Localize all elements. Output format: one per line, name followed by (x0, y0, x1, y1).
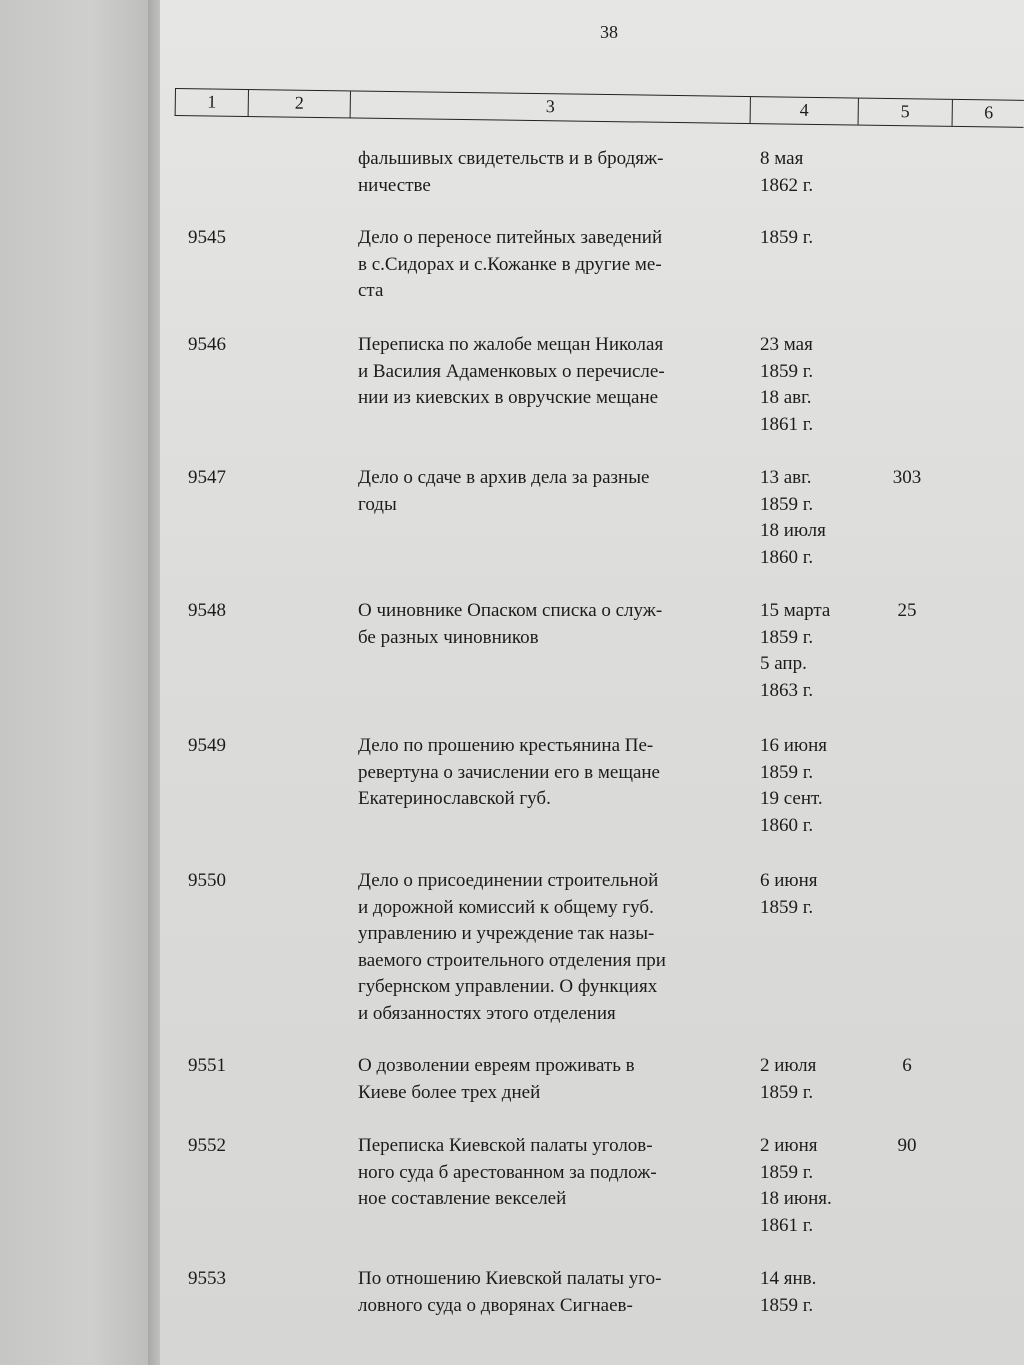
date-line: 14 янв. (760, 1268, 817, 1289)
description-line: ста (358, 280, 384, 301)
column-header-6: 6 (952, 100, 1024, 127)
record-number: 9552 (188, 1135, 226, 1156)
date-line: 2 июня (760, 1135, 818, 1156)
record-dates (760, 332, 813, 438)
record-description (358, 733, 743, 813)
description-line: в с.Сидорах и с.Кожанке в другие ме- (358, 253, 662, 275)
left-page-edge (0, 0, 150, 1365)
record-description (358, 598, 743, 651)
date-line: 1861 г. (760, 413, 814, 435)
date-line: 16 июня (760, 735, 828, 756)
description-line: и обязанностях этого отделения (358, 1002, 616, 1024)
record-sheet-count: 25 (897, 600, 917, 621)
description-line: ное составление векселей (358, 1188, 567, 1209)
description-line: губернском управлении. О функциях (358, 976, 658, 997)
record-description (358, 1266, 743, 1319)
date-line: 13 авг. (760, 467, 812, 488)
date-line: 1859 г. (760, 493, 814, 515)
description-line: Дело о сдаче в архив дела за разные (358, 467, 650, 488)
description-line: и дорожной комиссий к общему губ. (358, 896, 654, 918)
description-line: Дело по прошению крестьянина Пе- (358, 735, 654, 756)
column-header-5: 5 (858, 99, 952, 126)
description-line: Екатеринославской губ. (358, 788, 551, 809)
description-line: фальшивых свидетельств и в бродяж- (358, 148, 664, 169)
date-line: 19 сент. (760, 788, 823, 809)
record-description (358, 332, 743, 412)
column-header-1: 1 (207, 91, 217, 112)
description-line: Дело о присоединении строительной (358, 870, 659, 891)
description-line: Переписка по жалобе мещан Николая (358, 334, 664, 355)
date-line: 18 авг. (760, 387, 812, 408)
record-dates (760, 598, 830, 704)
record-number: 9550 (188, 870, 226, 891)
record-dates (760, 146, 813, 199)
record-dates (760, 1266, 816, 1319)
date-line: 1859 г. (760, 227, 814, 248)
record-dates (760, 868, 818, 921)
description-line: О дозволении евреям проживать в (358, 1055, 635, 1076)
record-number: 9548 (188, 600, 226, 621)
description-line: ного суда б арестованном за подлож- (358, 1161, 657, 1183)
date-line: 5 апр. (760, 653, 807, 674)
date-line: 1859 г. (760, 1081, 814, 1103)
date-line: 1860 г. (760, 546, 814, 568)
description-line: бе разных чиновников (358, 626, 539, 648)
date-line: 1861 г. (760, 1214, 814, 1236)
record-number: 9553 (188, 1268, 226, 1289)
record-number: 9546 (188, 334, 226, 355)
date-line: 1859 г. (760, 626, 814, 648)
column-header-3: 3 (350, 91, 750, 123)
date-line: 1860 г. (760, 814, 814, 836)
date-line: 2 июля (760, 1055, 817, 1076)
date-line: 1859 г. (760, 761, 814, 783)
record-description (358, 146, 743, 199)
record-sheet-count: 303 (892, 467, 922, 488)
description-line: Киеве более трех дней (358, 1081, 541, 1103)
date-line: 1859 г. (760, 1294, 814, 1316)
date-line: 1859 г. (760, 1161, 814, 1183)
record-description (358, 1053, 743, 1106)
date-line: 8 мая (760, 148, 804, 169)
description-line: По отношению Киевской палаты уго- (358, 1268, 662, 1289)
date-line: 1863 г. (760, 679, 814, 701)
record-dates (760, 465, 826, 571)
description-line: управлению и учреждение так назы- (358, 923, 655, 944)
record-description (358, 465, 743, 518)
date-line: 1859 г. (760, 896, 814, 918)
record-description (358, 225, 743, 305)
record-number: 9549 (188, 735, 226, 756)
page-number: 38 (600, 22, 618, 42)
description-line: Дело о переносе питейных заведений (358, 227, 663, 248)
record-description (358, 868, 743, 1027)
record-number: 9545 (188, 227, 226, 248)
record-sheet-count: 90 (897, 1135, 917, 1156)
record-dates (760, 1053, 816, 1106)
record-description (358, 1133, 743, 1213)
date-line: 6 июня (760, 870, 818, 891)
date-line: 18 июня. (760, 1188, 832, 1209)
record-number: 9547 (188, 467, 226, 488)
description-line: О чиновнике Опаском списка о служ- (358, 600, 663, 621)
date-line: 1862 г. (760, 174, 814, 196)
column-header-2: 2 (248, 90, 350, 117)
record-sheet-count: 6 (902, 1055, 912, 1076)
description-line: ничестве (358, 174, 431, 196)
record-dates (760, 1133, 832, 1239)
record-dates (760, 225, 813, 252)
date-line: 18 июля (760, 520, 826, 541)
column-header-4: 4 (750, 97, 858, 125)
description-line: ловного суда о дворянах Сигнаев- (358, 1294, 633, 1316)
description-line: годы (358, 493, 397, 515)
description-line: нии из киевских в овручские мещане (358, 387, 659, 408)
record-number: 9551 (188, 1055, 226, 1076)
date-line: 1859 г. (760, 360, 814, 382)
description-line: и Василия Адаменковых о перечисле- (358, 360, 665, 382)
description-line: ревертуна о зачислении его в мещане (358, 761, 660, 783)
description-line: ваемого строительного отделения при (358, 949, 666, 971)
description-line: Переписка Киевской палаты уголов- (358, 1135, 653, 1156)
date-line: 15 марта (760, 600, 831, 621)
record-dates (760, 733, 827, 839)
date-line: 23 мая (760, 334, 813, 355)
